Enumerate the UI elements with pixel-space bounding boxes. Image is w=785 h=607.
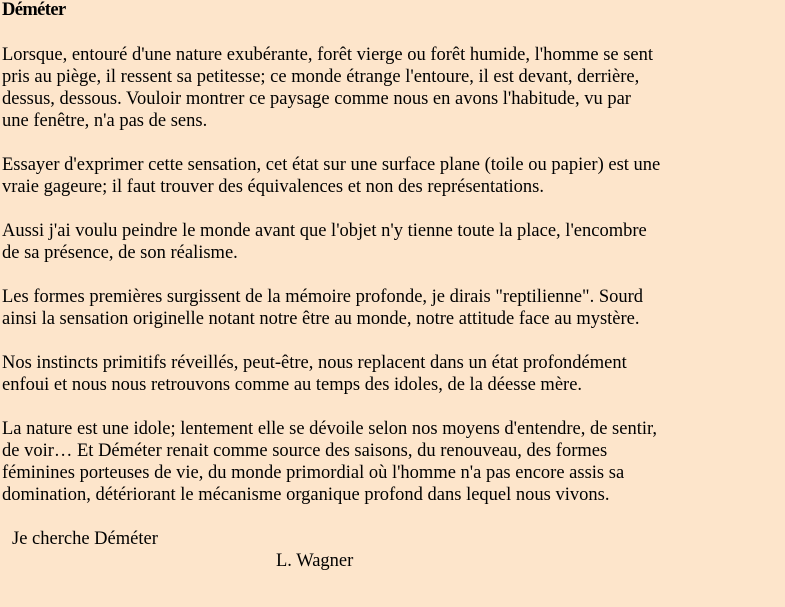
text-line: féminines porteuses de vie, du monde primordial où l'homme n'a pas encore assis sa — [2, 463, 625, 483]
text-line: La nature est une idole; lentement elle se dévoile selon nos moyens d'entendre, de sentir, — [2, 419, 658, 439]
text-line: ainsi la sensation originelle notant notre être au monde, notre attitude face au mystère. — [2, 309, 640, 329]
text-line: de sa présence, de son réalisme. — [2, 243, 238, 263]
text-line: de voir… Et Déméter renait comme source des saisons, du renouveau, des formes — [2, 441, 608, 461]
closing-line: Je cherche Déméter — [12, 529, 158, 549]
text-line: Les formes premières surgissent de la mémoire profonde, je dirais "reptilienne". Sourd — [2, 287, 644, 307]
page-title: Déméter — [2, 0, 66, 20]
author-signature: L. Wagner — [276, 551, 354, 571]
paragraph-4 — [2, 286, 785, 330]
text-line: Essayer d'exprimer cette sensation, cet état sur une surface plane (toile ou papier) est une — [2, 155, 661, 175]
text-line: vraie gageure; il faut trouver des équivalences et non des représentations. — [2, 177, 544, 197]
text-line: Lorsque, entouré d'une nature exubérante, forêt vierge ou forêt humide, l'homme se sent — [2, 45, 654, 65]
text-line: domination, détériorant le mécanisme organique profond dans lequel nous vivons. — [2, 485, 610, 505]
paragraph-5 — [2, 352, 785, 396]
text-line: une fenêtre, n'a pas de sens. — [2, 111, 208, 131]
text-line: Aussi j'ai voulu peindre le monde avant que l'objet n'y tienne toute la place, l'encombre — [2, 221, 647, 241]
paragraph-1 — [2, 44, 785, 132]
text-line: Nos instincts primitifs réveillés, peut-être, nous replacent dans un état profondément — [2, 353, 627, 373]
paragraph-2 — [2, 154, 785, 198]
text-line: enfoui et nous nous retrouvons comme au temps des idoles, de la déesse mère. — [2, 375, 583, 395]
paragraph-6 — [2, 418, 785, 506]
text-line: pris au piège, il ressent sa petitesse; ce monde étrange l'entoure, il est devant, derrière, — [2, 67, 640, 87]
text-line: dessus, dessous. Vouloir montrer ce paysage comme nous en avons l'habitude, vu par — [2, 89, 631, 109]
paragraph-3 — [2, 220, 785, 264]
